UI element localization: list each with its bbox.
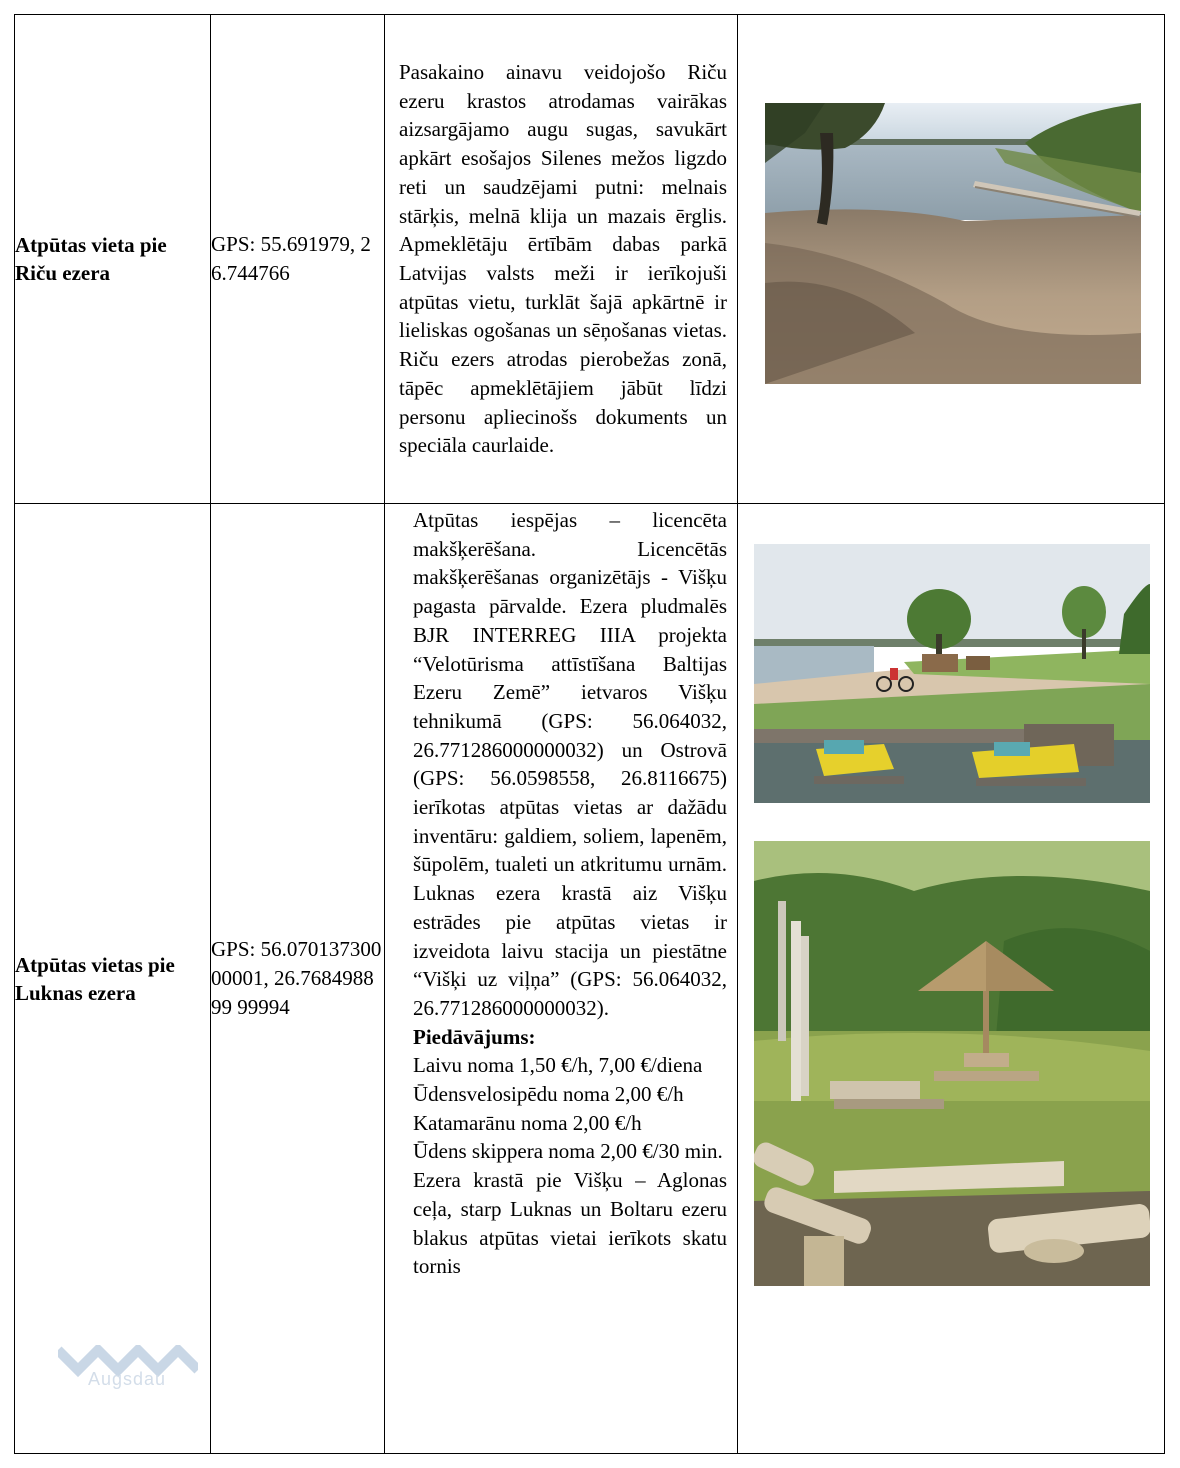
offers-heading: Piedāvājums: <box>413 1024 536 1049</box>
description-text: Atpūtas iespējas – licencēta makšķerēšana. Licencētās makšķerēšanas organizētājs - Višķu pagasta pārvalde. Ezera pludmalēs BJR INTERREG IIIA projekta “Velotūrisma attīstīšana Baltijas Ezeru Zemē” ietvaros Višķu tehnikumā (GPS: 56.064032, 26.771286000000032) un Ostrovā (GPS: 56.0598558, 26.8116675) ierīkotas atpūtas vietas ar dažādu inventāru: galdiem, soliem, lapenēm, šūpolēm, tualeti un atkritumu urnām. Luknas ezera krastā aiz Višķu estrādes pie atpūtas vietas ir izveidota laivu stacija un piestātne “Višķi uz viļņa” (GPS: 56.064032, 26.771286000000032). <box>413 508 727 1020</box>
picnic-area-photo <box>754 841 1150 1286</box>
offer-item: Ūdensvelosipēdu noma 2,00 €/h <box>413 1082 684 1107</box>
gps-coordinates: GPS: 55.691979, 26.744766 <box>211 15 385 504</box>
place-description <box>385 504 738 1454</box>
table-row <box>15 15 1165 504</box>
attractions-table <box>14 14 1165 1454</box>
gps-coordinates: GPS: 56.070137300 00001, 26.768498899 99994 <box>211 504 385 1454</box>
offer-item: Laivu noma 1,50 €/h, 7,00 €/diena <box>413 1053 703 1078</box>
offer-item: Ūdens skippera noma 2,00 €/30 min. <box>413 1139 723 1164</box>
description-text: Pasakaino ainavu veidojošo Riču ezeru krastos atrodamas vairākas aizsargājamo augu sugas, savukārt apkārt esošajos Silenes mežos ligzdo reti un saudzējami putni: melnais stārķis, melnā klija un mazais ērglis. Apmeklētāju ērtībām dabas parkā Latvijas valsts meži ir ierīkojuši atpūtas vietu, turklāt šajā apkārtnē ir lieliskas ogošanas un sēņošanas vietas. Riču ezers atrodas pierobežas zonā, tāpēc apmeklētājiem jābūt līdzi personu apliecinošs dokuments un speciāla caurlaide. <box>399 60 727 458</box>
watermark-logo <box>58 1345 358 1395</box>
place-description <box>385 15 738 504</box>
watermark-text: Augsdau <box>88 1369 167 1389</box>
photo-cell <box>738 15 1165 504</box>
beach-photo <box>754 544 1150 803</box>
place-name: Atpūtas vietas pie Luknas ezera <box>15 504 211 1454</box>
offer-item: Katamarānu noma 2,00 €/h <box>413 1110 642 1135</box>
lake-shore-photo <box>765 103 1141 384</box>
photo-cell <box>738 504 1165 1454</box>
table-row <box>15 504 1165 1454</box>
tail-text: Ezera krastā pie Višķu – Aglonas ceļa, starp Luknas un Boltaru ezeru blakus atpūtas vietai ierīkots skatu tornis <box>413 1168 727 1279</box>
place-name: Atpūtas vieta pie Riču ezera <box>15 15 211 504</box>
